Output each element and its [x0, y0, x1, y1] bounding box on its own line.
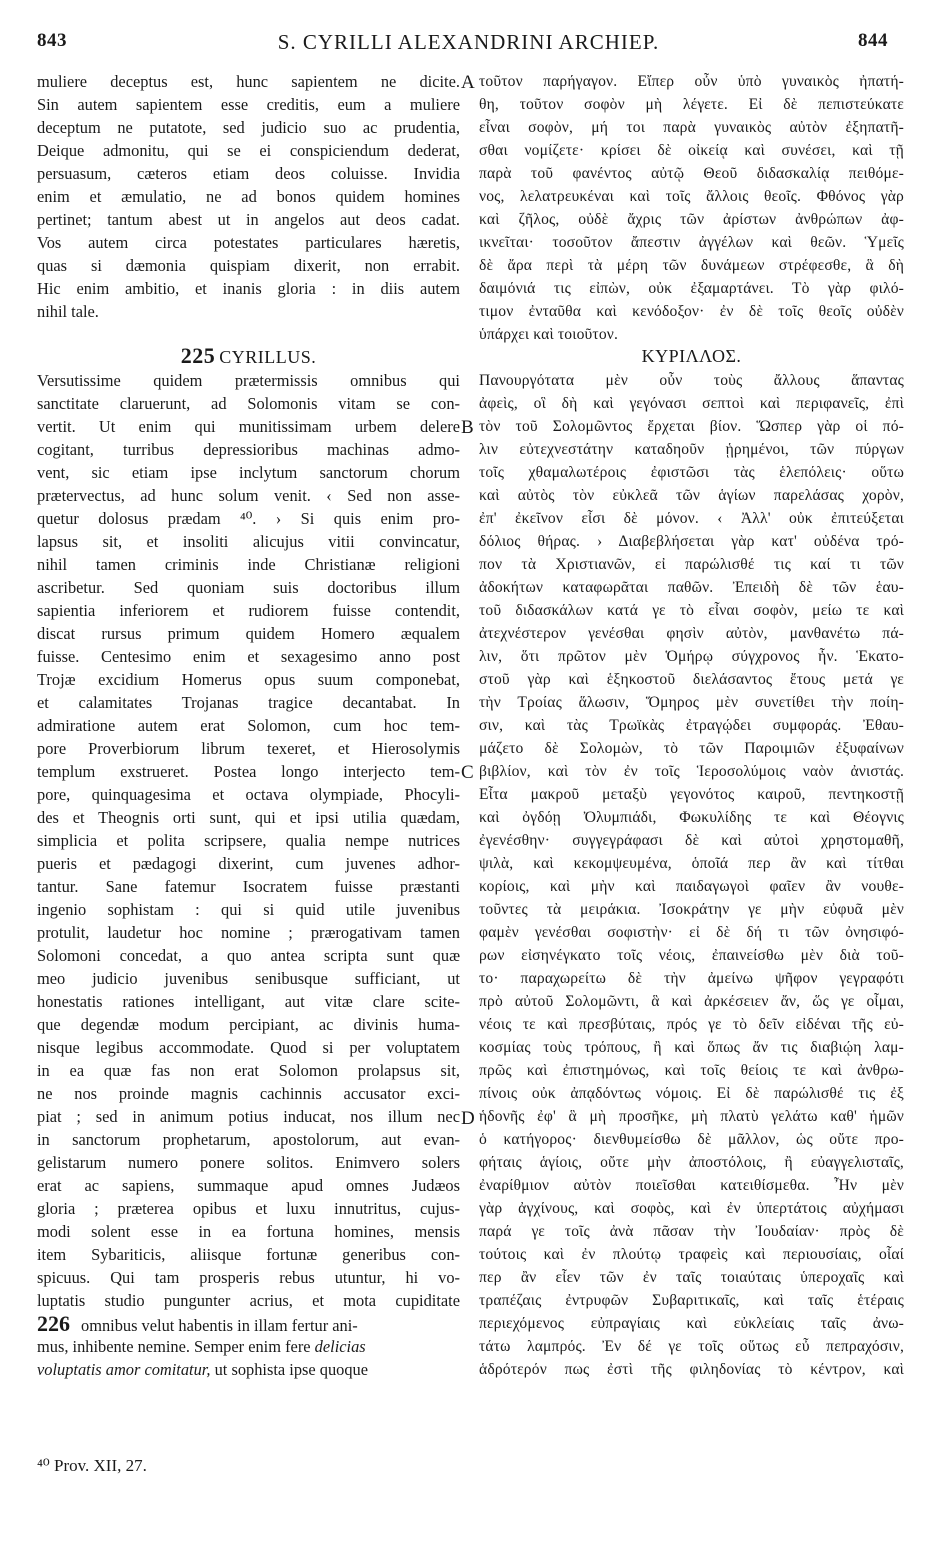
margin-letter-c: C [461, 762, 474, 783]
text-line: quas si dæmonia quispiam dixerit, non errabit. [37, 256, 460, 275]
text-line: Sin autem sapientem esse creditis, eum a muliere [37, 95, 460, 114]
text-line [37, 1335, 460, 1358]
text-line: nisque legibus accommodate. Quod si per voluptatem [37, 1038, 460, 1057]
footnote: ⁴⁰ Prov. XII, 27. [37, 1456, 147, 1475]
text-line: σιν, καὶ τὰς Τρωϊκὰς ἐτραγῴδει συμφοράς. Ἐθαυ- [479, 717, 904, 734]
text-line: pueris et pædagogi dixerint, cum juvenes adhor- [37, 854, 460, 873]
text-span: ut sophista ipse quoque [214, 1360, 369, 1379]
text-line: admiratione autem erat Solomon, cum hoc tem- [37, 716, 460, 735]
text-line: τραπέζαις ἐντρυφῶν Συβαριτικαῖς, καὶ ταῖς ἑτέραις [479, 1292, 904, 1309]
text-line: καὶ αὐτὸς τὸν εὐκλεᾶ τῶν ἁγίων παρελάσας χορὸν, [479, 487, 904, 504]
text-line: in sanctorum prophetarum, apostolorum, aut evan- [37, 1130, 460, 1149]
text-line: persuasum, cæteros etiam deos coluisse. Invidia [37, 164, 460, 183]
text-line: ὑπάρχει καὶ τοιοῦτον. [479, 326, 619, 343]
text-line: Trojæ excidium Homerus opus suum componebat, [37, 670, 460, 689]
text-line: ingenio sophistam : qui si quid utile juvenibus [37, 900, 460, 919]
text-line: λιν, ὅτι πρῶτον μὲν Ὁμήρῳ σύγχρονος ἦν. Ἑκατο- [479, 648, 904, 665]
latin-column [37, 70, 460, 1381]
section-heading-greek: ΚΥΡΙΛΛΟΣ. [641, 346, 742, 366]
text-line: ὁ κατήγορος· διενθυμείσθω δὲ μᾶλλον, ὡς οὔτε προ- [479, 1131, 904, 1148]
text-line: discat rursus primum quidem Homero æqualem [37, 624, 460, 643]
text-line: δὲ ἄρα περὶ τὰ μέρη τῶν δυνάμεων στρέφεσθε, ἃ δὴ [479, 257, 904, 274]
margin-letter-d: D [461, 1108, 475, 1129]
page-number-right: 844 [858, 30, 888, 51]
text-line: spicuus. Qui tam prosperis rebus utuntur, hi vo- [37, 1268, 460, 1287]
text-line: Deique admonitu, qui se ei conspiciendum dederat, [37, 141, 460, 160]
text-line: quetur dolosus prædam ⁴⁰. › Si quis enim pro- [37, 509, 460, 528]
text-line: κορίοις, καὶ μὴν καὶ παιδαγωγοὶ φαῖεν ἂν νουθε- [479, 878, 904, 895]
text-line: τιμον ἐνταῦθα καὶ κενόδοξον· ἐν δὲ τοῖς θεοῖς οὐδὲν [479, 303, 904, 320]
text-line: τούτοις καὶ ἐν πλούτῳ τραφεὶς καὶ περιουσίαις, οἷαί [479, 1246, 904, 1263]
text-line: ἐγενέσθην· συγγεγράφασι δὲ καὶ αὐτοὶ χρηστομαθῆ, [479, 832, 904, 849]
text-line: et calamitates Trojanas tragice decantabat. In [37, 693, 460, 712]
text-line: φαμὲν γενέσθαι σοφιστὴν· εἰ δὲ δή τι τῶν ὀνησιφό- [479, 924, 904, 941]
text-line: Solomoni concedat, a quo antea scripta sunt quæ [37, 946, 460, 965]
text-line: μάζετο δὲ Σολομὼν, τὸ τῶν Παροιμιῶν ἐξυφαίνων [479, 740, 904, 757]
text-line: κοσμίας τοὺς τρόπους, ἢ καὶ ὅπως ἄν τις διαβιῴη λαμ- [479, 1039, 904, 1056]
text-line: περ ἂν εἶεν τῶν ἐν ταῖς τοιαύταις ὑπεροχαῖς καὶ [479, 1269, 904, 1286]
text-line: Εἶτα μακροῦ μεταξὺ γεγονότος καιροῦ, πεντηκοστῇ [479, 786, 904, 803]
text-line: τὴν Τροίας ἅλωσιν, Ὅμηρος μὲν συνετίθει τὴν ποίη- [479, 694, 904, 711]
text-line: honestatis rationes intelligant, aut vitæ clare scite- [37, 992, 460, 1011]
text-line: τάτω λαμπρός. Ἐν δέ γε τοῖς οὕτως εὖ πεπραχόσιν, [479, 1338, 904, 1355]
text-line: πον τὰ Χριστιανῶν, εἰ παρώλισθέ τις καί τι τῶν [479, 556, 904, 573]
text-line: protulit, laudetur hoc nomine ; prærogativam tamen [37, 923, 460, 942]
text-line: Πανουργότατα μὲν οὖν τοὺς ἄλλους ἅπαντας [479, 372, 904, 389]
text-line: vertit. Ut enim qui munitissimam urbem delere [37, 417, 460, 436]
text-line: pore, quinquagesima et octava olympiade, Phocyli- [37, 785, 460, 804]
text-line: pore Proverbiorum librum texeret, et Hierosolymis [37, 739, 460, 758]
text-line: Vos autem circa potestates particulares hæretis, [37, 233, 460, 252]
text-line: τοῖς χθαμαλωτέροις ἐφιστῶσι τὰς ἑλεπόλεις· οὕτω [479, 464, 904, 481]
greek-column [479, 70, 904, 1381]
text-line [37, 1358, 460, 1381]
text-line: item Sybariticis, aliisque fortunæ generibus con- [37, 1245, 460, 1264]
text-line: deceptum ne putatote, sed judicio suo ac prudentia, [37, 118, 460, 137]
section-number: 225 [180, 343, 216, 368]
text-line: sapientia inferiorem et rudiorem fuisse contendit, [37, 601, 460, 620]
margin-letter-b: B [461, 417, 474, 438]
text-line: tantur. Sane fatemur Isocratem fuisse præstanti [37, 877, 460, 896]
text-line: ἀδοκήτων καταφωρᾶται παθῶν. Ἐπειδὴ δὲ τῶν ἑαυ- [479, 579, 904, 596]
page-number-left: 843 [37, 30, 67, 51]
text-line: gelistarum numero ponere solitos. Enimvero solers [37, 1153, 460, 1172]
text-line: πρὸ αὐτοῦ Σολομῶντι, ἃ καὶ ἀρκέσειεν ἄν, ὥς γε οἶμαι, [479, 993, 904, 1010]
text-line: vent, sic etiam ipse inclytum sanctorum chorum [37, 463, 460, 482]
text-line: νος, λελατρευκέναι καὶ τοῖς ἄλλοις θεοῖς. Φθόνος γὰρ [479, 188, 904, 205]
text-line: luptatis studio pungunter acrius, et mota cupiditate [37, 1291, 460, 1310]
text-line: δόλιος θήρας. › Διαβεβλήσεται γὰρ κατ' οὐδένα τρό- [479, 533, 904, 550]
text-line: γὰρ ἀγχίνους, καὶ σοφὸς, καὶ ἐν ὑπερτάτοις αὐχήμασι [479, 1200, 904, 1217]
text-line: λιν εὐτεχνεστάτην καταδηοῦν ᾑρημένοι, τῶν πύργων [479, 441, 904, 458]
text-line: meo judicio juvenibus senibusque sufficiant, ut [37, 969, 460, 988]
running-header [0, 30, 937, 60]
text-line: nihil tamen criminis inde Christianæ religioni [37, 555, 460, 574]
text-line: ἀφεὶς, οἳ δὴ καὶ γεγόνασι σεπτοὶ καὶ περιφανεῖς, ἐπὶ [479, 395, 904, 412]
text-line: σθαι νομίζετε· κρίσει δὲ οἰκείᾳ καὶ συνέσει, καὶ τῇ [479, 142, 904, 159]
italic-span: voluptatis amor comitatur, [37, 1360, 211, 1379]
text-line: το· παραχωρείτω δὲ τὴν ἀμείνω ψῆφον γεγραφότι [479, 970, 904, 987]
text-line: τοῦτον παρήγαγον. Εἴπερ οὖν ὑπὸ γυναικὸς ἠπατή- [479, 73, 904, 90]
text-line: lapsus sit, et insoliti alicujus vitii convincatur, [37, 532, 460, 551]
margin-section-number: 226 [37, 1312, 70, 1335]
text-line: ἐναρίθμιον αὐτὸν ποιεῖσθαι κατειθίσμεθα. Ἦν μὲν [479, 1177, 904, 1194]
text-line: εἶναι σοφὸν, μή τοι παρὰ γυναικὸς αὐτὸν ἐξηπατῆ- [479, 119, 904, 136]
text-line: ἡδονῆς ἐφ' ἃ μὴ προσῆκε, μὴ πλατὺ γελάτω καθ' ἡμῶν [479, 1108, 904, 1125]
text-line: modi solent esse in ea fortuna homines, mensis [37, 1222, 460, 1241]
text-line: παρὰ τοῦ φανέντος αὐτῷ Θεοῦ διδασκαλίᾳ πειθόμε- [479, 165, 904, 182]
margin-letter-a: A [461, 72, 475, 93]
text-line: prætervectus, ad hunc solum venit. ‹ Sed non asse- [37, 486, 460, 505]
text-line: θη, τοῦτον σοφὸν μὴ λέγετε. Εἰ δὲ πεπιστεύκατε [479, 96, 904, 113]
text-line: στοῦ γὰρ καὶ ἑξηκοστοῦ διελάσαντος ἔτους μετά γε [479, 671, 904, 688]
text-line: ικνεῖται· τοσοῦτον ἄπεστιν ἀγγέλων καὶ θεῶν. Ὑμεῖς [479, 234, 904, 251]
text-line: περιεχόμενος εὐπραγίαις καὶ εὐκλείαις ταῖς ἀνω- [479, 1315, 904, 1332]
text-line: enim et æmulatio, ne ad bonos quidem homines [37, 187, 460, 206]
italic-span: delicias [314, 1337, 366, 1356]
text-line: νέοις τε καὶ πρεσβύταις, πρός γε τὸ δεῖν εἰδέναι τῆς εὐ- [479, 1016, 904, 1033]
running-title: S. CYRILLI ALEXANDRINI ARCHIEP. [277, 30, 660, 54]
text-line: simplicia et polita scripsere, qualia nempe nutrices [37, 831, 460, 850]
text-line: nihil tale. [37, 302, 99, 321]
text-span: omnibus velut habentis in illam fertur ani- [81, 1316, 358, 1335]
text-line: templum exstrueret. Postea longo interjecto tem- [37, 762, 460, 781]
text-line: ne nos proinde magnis cachinnis accusator exci- [37, 1084, 460, 1103]
text-line: πρῶς καὶ ἐπιστημόνως, καὶ τοῖς θείοις τε καὶ ἀνθρω- [479, 1062, 904, 1079]
section-heading-latin [37, 343, 460, 369]
text-line: erat ac sapiens, summaque apud omnes Judæos [37, 1176, 460, 1195]
text-line: τὸν τοῦ Σολομῶντος ἔρχεται βίον. Ὥσπερ γὰρ οἱ πό- [479, 418, 904, 435]
text-line: piat ; sed in animum potius inducat, nos illum nec [37, 1107, 460, 1126]
text-line: ψιλὰ, καὶ κεκομψευμένα, ὁποῖά περ ἂν καὶ τίτθαι [479, 855, 904, 872]
text-line: des et Theognis orti sunt, qui et ipsi utilia quædam, [37, 808, 460, 827]
text-line: Versutissime quidem prætermissis omnibus qui [37, 371, 460, 390]
text-line: que degendæ modum percipiant, ac divinis huma- [37, 1015, 460, 1034]
text-line: βιβλίον, καὶ τὸν ἐν τοῖς Ἱεροσολύμοις ναὸν ἀνιστάς. [479, 763, 904, 780]
text-span: mus, inhibente nemine. Semper enim fere [37, 1337, 311, 1356]
heading-text: CYRILLUS. [219, 347, 317, 367]
text-line: τοῦντες τὰ μειράκια. Ἰσοκράτην γε μὴν εὐφυᾶ μὲν [479, 901, 904, 918]
text-line: ἀτεχνέστερον γενέσθαι φησὶν αὐτὸν, μανθανέτω πά- [479, 625, 904, 642]
text-line: ascribetur. Sed quoniam suis doctoribus illum [37, 578, 460, 597]
text-line: καὶ ὀγδόῃ Ὀλυμπιάδι, Φωκυλίδης τε καὶ Θέογνις [479, 809, 904, 826]
text-line: φήταις ἁγίοις, οὔτε μὴν ἀποστόλοις, ἢ εὐαγγελισταῖς, [479, 1154, 904, 1171]
text-line [37, 1312, 460, 1335]
text-line: ρων εἰσηνέγκατο τοῖς νέοις, ἐπαινείσθω μὲν διὰ τοῦ- [479, 947, 904, 964]
text-line: muliere deceptus est, hunc sapientem ne dicite. [37, 72, 460, 91]
text-line: Hic enim ambitio, et inanis gloria : in diis autem [37, 279, 460, 298]
text-line: fuisse. Centesimo enim et sexagesimo anno post [37, 647, 460, 666]
text-line: sanctitate claruerunt, ad Solomonis vitam se con- [37, 394, 460, 413]
text-line: in ea quæ fas non erat Solomon prolapsus sit, [37, 1061, 460, 1080]
text-line: pertinet; tantum abest ut in angelos aut deos cadat. [37, 210, 460, 229]
text-line: gloria ; præterea opibus et luxu innutritus, cujus- [37, 1199, 460, 1218]
text-line: τοῦ διδασκάλων κατά γε τὸ εἶναι σοφὸν, μείω τε καὶ [479, 602, 904, 619]
text-line: πίνοις οὐκ ἀπᾳδόντως νόμοις. Εἰ δὲ παρώλισθέ τις ἐξ [479, 1085, 904, 1102]
text-line: καὶ ζῆλος, οὐδὲ ἄχρις τῶν ἀρίστων ἀνθρώπων ἀφ- [479, 211, 904, 228]
text-line: παρά γε τοῖς ἀνὰ πᾶσαν τὴν Ἰουδαίαν· πρὸς δὲ [479, 1223, 904, 1240]
text-line: cogitant, turribus depressioribus machinas admo- [37, 440, 460, 459]
text-line: ἐπ' ἐκεῖνον εἶσι δὲ μόνον. ‹ Ἀλλ' οὐκ ἐπιτεύξεται [479, 510, 904, 527]
text-line: ἁδρότερόν πως ἐστὶ τῆς φιληδονίας τὸ κέντρον, καὶ [479, 1361, 904, 1378]
text-line: δαιμόνιά τις εἰπὼν, οὐκ ἐξαμαρτάνει. Τὸ γὰρ φιλό- [479, 280, 904, 297]
